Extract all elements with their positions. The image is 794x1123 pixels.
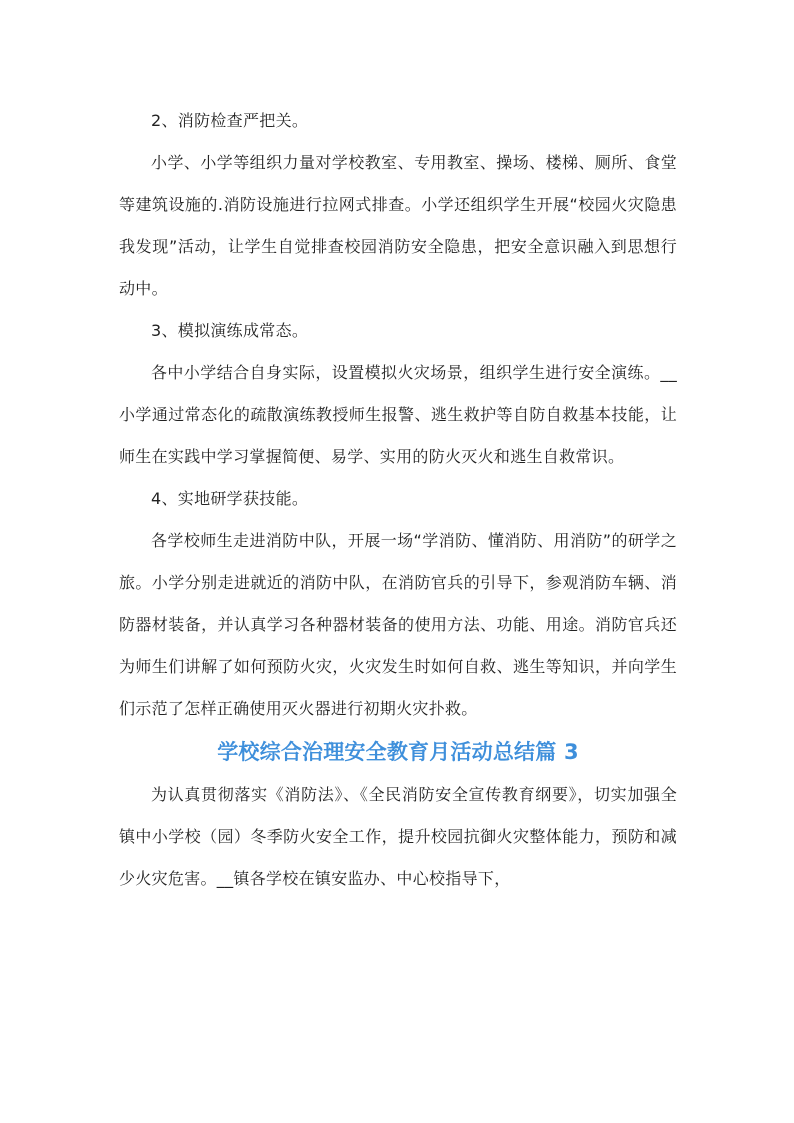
section3-title: 学校综合治理安全教育月活动总结篇 3 — [217, 740, 579, 764]
item2-paragraph: 小学、小学等组织力量对学校教室、专用教室、操场、楼梯、厕所、食堂等建筑设施的.消防设施进行拉网式排查。小学还组织学生开展“校园火灾隐患我发现”活动，让学生自觉排查校园消防安全隐患，把安全意识融入到思想行动中。 — [119, 153, 677, 298]
section3-paragraph: 为认真贯彻落实《消防法》、《全民消防安全宣传教育纲要》，切实加强全镇中小学校（园）冬季防火安全工作，提升校园抗御火灾整体能力，预防和减少火灾危害。__镇各学校在镇安监办、中心校指导下， — [119, 785, 677, 888]
item2-heading: 2、消防检查严把关。 — [151, 111, 309, 130]
document-content — [119, 100, 677, 900]
item3-heading: 3、模拟演练成常态。 — [151, 321, 309, 340]
item4-heading: 4、实地研学获技能。 — [151, 489, 309, 508]
item4-paragraph: 各学校师生走进消防中队，开展一场“学消防、懂消防、用消防”的研学之旅。小学分别走进就近的消防中队，在消防官兵的引导下，参观消防车辆、消防器材装备，并认真学习各种器材装备的使用方法、功能、用途。消防官兵还为师生们讲解了如何预防火灾，火灾发生时如何自救、逃生等知识，并向学生们示范了怎样正确使用灭火器进行初期火灾扑救。 — [119, 531, 677, 718]
item3-paragraph: 各中小学结合自身实际，设置模拟火灾场景，组织学生进行安全演练。__小学通过常态化的疏散演练教授师生报警、逃生救护等自防自救基本技能，让师生在实践中学习掌握简便、易学、实用的防火灭火和逃生自救常识。 — [119, 363, 677, 466]
